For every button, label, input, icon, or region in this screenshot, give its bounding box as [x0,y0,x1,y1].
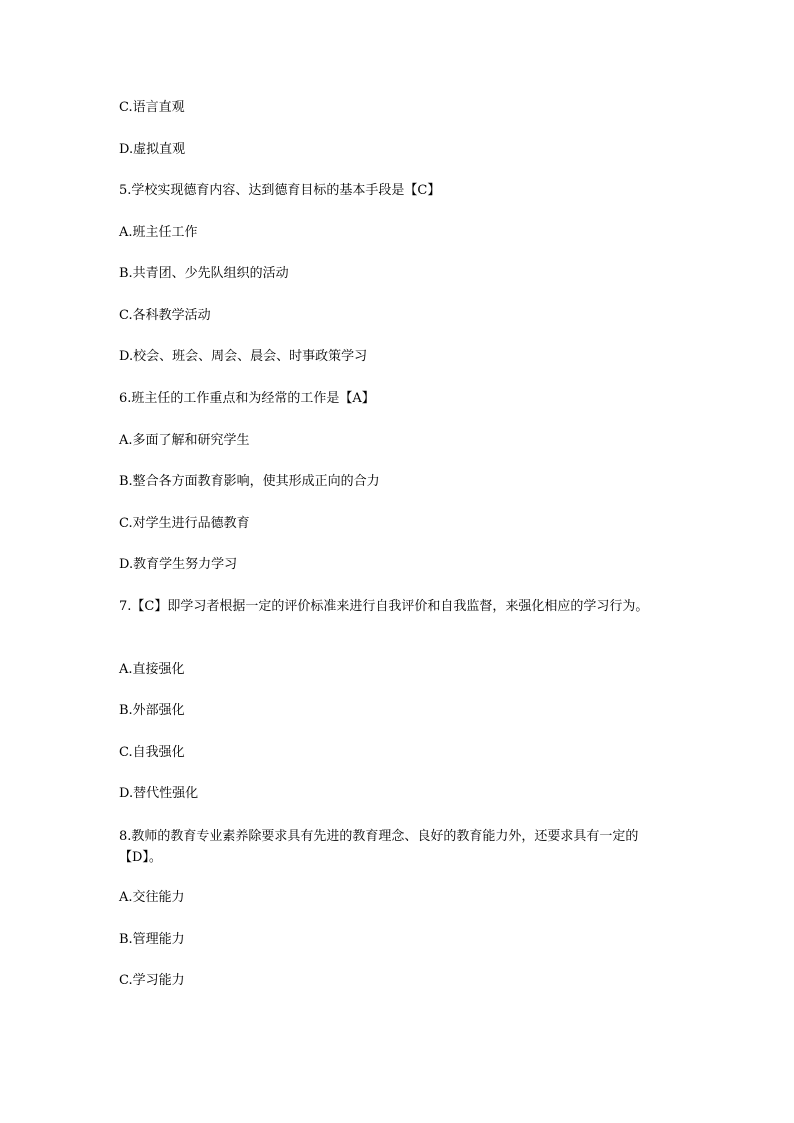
question-6: 6.班主任的工作重点和为经常的工作是【A】 [119,391,375,406]
option-b-q5: B.共青团、少先队组织的活动 [119,266,289,281]
question-5: 5.学校实现德育内容、达到德育目标的基本手段是【C】 [119,183,441,198]
option-c-q8: C.学习能力 [119,973,185,988]
option-d-q6: D.教育学生努力学习 [119,557,238,572]
question-7: 7.【C】即学习者根据一定的评价标准来进行自我评价和自我监督，来强化相应的学习行为。 [119,599,649,614]
option-c-q7: C.自我强化 [119,745,185,760]
option-c-q6: C.对学生进行品德教育 [119,516,250,531]
question-8: 8.教师的教育专业素养除要求具有先进的教育理念、良好的教育能力外，还要求具有一定的【D】。 [119,829,639,865]
option-d-q4: D.虚拟直观 [119,142,186,157]
option-c-q4: C.语言直观 [119,100,185,115]
option-b-q7: B.外部强化 [119,703,185,718]
option-b-q6: B.整合各方面教育影响，使其形成正向的合力 [119,474,380,489]
option-a-q6: A.多面了解和研究学生 [119,433,250,448]
option-b-q8: B.管理能力 [119,932,185,947]
option-c-q5: C.各科教学活动 [119,308,211,323]
option-d-q5: D.校会、班会、周会、晨会、时事政策学习 [119,349,368,364]
option-a-q7: A.直接强化 [119,662,185,677]
option-a-q8: A.交往能力 [119,890,185,905]
option-d-q7: D.替代性强化 [119,786,199,801]
option-a-q5: A.班主任工作 [119,225,198,240]
